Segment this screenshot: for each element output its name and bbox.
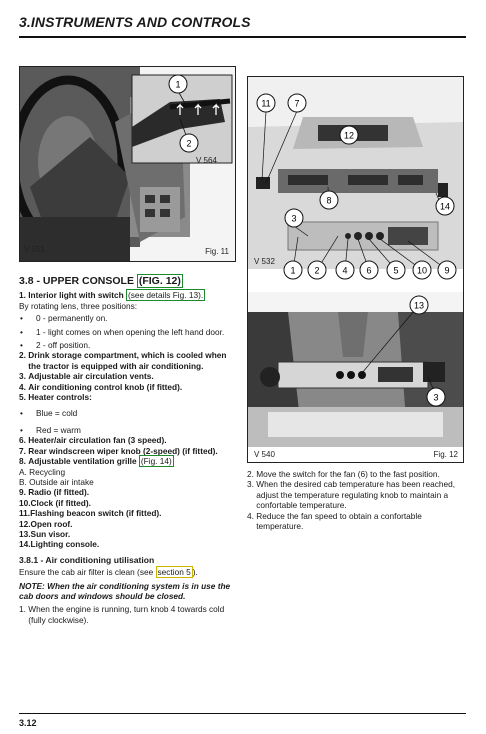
step-1: 1. When the engine is running, turn knob 4 towards cold (fully clockwise).: [19, 604, 225, 625]
figure-12-photo: [248, 77, 463, 462]
fig13-reference-link[interactable]: (see details Fig. 13).: [127, 290, 204, 301]
list-item-4: 4. Air conditioning control knob (if fitted).: [19, 381, 183, 392]
fig12-callout-8: 8: [326, 195, 332, 206]
list-item-8: 8. Adjustable ventilation grille (Fig. 14): [19, 456, 172, 467]
list-item-9: 9. Radio (if fitted).: [19, 487, 90, 498]
fig12-photo-label-b: V 540: [254, 450, 275, 459]
fig12-reference-link[interactable]: (FIG. 12): [138, 275, 181, 287]
list-item-10: 10. Clock (if fitted).: [19, 497, 91, 508]
fig12-callout-7: 7: [294, 98, 300, 109]
letter-item-a: A. Recycling: [19, 466, 66, 477]
chapter-header: 3.INSTRUMENTS AND CONTROLS: [19, 14, 251, 30]
rotate-text: By rotating lens, three positions:: [19, 300, 138, 311]
list-item-12: 12. Open roof.: [19, 518, 73, 529]
list-item-14: 14. Lighting console.: [19, 539, 100, 550]
fig12-callout-10: 10: [416, 265, 428, 276]
ensure-text: Ensure the cab air filter is clean (see section 5 ).: [19, 567, 198, 578]
position-0: • 0 - permanently on.: [20, 313, 108, 324]
step-2: 2. Move the switch for the fan (6) to the fast position.: [247, 469, 440, 479]
heater-blue: • Blue = cold: [20, 408, 78, 419]
header-rule: [19, 36, 466, 38]
list-items-6-8: [19, 435, 237, 466]
fig12-callout-12: 12: [343, 130, 355, 141]
subsection-title: 3.8.1 - Air conditioning utilisation: [19, 554, 155, 565]
letter-item-b: B. Outside air intake: [19, 476, 94, 487]
left-column: [19, 276, 237, 625]
note-text: NOTE: When the air conditioning system is in use the cab doors and windows should be closed.: [19, 580, 231, 601]
fig12-callout-3: 3: [291, 213, 297, 224]
fig12-callout-2: 2: [314, 265, 320, 276]
list-item-2: 2. Drink storage compartment, which is cooled when the tractor is equipped with air conditioning.: [19, 350, 227, 371]
footer-rule: [19, 713, 466, 714]
fig11-callout-2: 2: [186, 138, 192, 149]
figure-12: [247, 76, 464, 463]
list-item-5: 5. Heater controls:: [19, 392, 92, 403]
step-4: 4. Reduce the fan speed to obtain a confortable temperature.: [247, 510, 422, 532]
list-items-2-5: [19, 350, 237, 402]
fig12-callout-3b: 3: [433, 392, 439, 403]
fig12-callout-14: 14: [439, 201, 451, 212]
heater-red: • Red = warm: [20, 424, 81, 435]
fig11-photo-label-b: V 564: [196, 156, 217, 165]
fig14-reference-link[interactable]: (Fig. 14): [140, 456, 172, 467]
position-2: • 2 - off position.: [20, 340, 91, 351]
fig12-callout-4: 4: [342, 265, 348, 276]
fig12-callout-6: 6: [366, 265, 372, 276]
position-1: • 1 - light comes on when opening the left hand door.: [20, 326, 225, 337]
section-5-reference-link[interactable]: section 5: [157, 567, 191, 578]
figure-12-caption: Fig. 12: [433, 450, 458, 459]
fig12-callout-13: 13: [413, 300, 425, 311]
fig12-callout-9: 9: [444, 265, 450, 276]
list-items-9-14: [19, 487, 237, 549]
figure-11: [19, 66, 236, 262]
list-item-1: 1. Interior light with switch (see details Fig. 13).: [19, 290, 204, 301]
list-item-6: 6. Heater/air circulation fan (3 speed).: [19, 435, 167, 446]
list-item-7: 7. Rear windscreen wiper knob (2-speed) (if fitted).: [19, 445, 218, 456]
fig11-photo-label-a: V 551: [24, 245, 45, 254]
list-item-3: 3. Adjustable air circulation vents.: [19, 371, 154, 382]
fig12-callout-1: 1: [290, 265, 296, 276]
fig12-callout-11: 11: [261, 98, 271, 109]
list-item-13: 13. Sun visor.: [19, 528, 71, 539]
fig11-callout-1: 1: [175, 79, 181, 90]
step-3: 3. When the desired cab temperature has been reached, adjust the temperature regulating knob to maintain a confortable temperature.: [247, 479, 456, 511]
section-title: 3.8 - UPPER CONSOLE (FIG. 12): [19, 275, 181, 287]
right-column: [247, 469, 462, 531]
page-number: 3.12: [19, 718, 37, 728]
list-item-11: 11. Flashing beacon switch (if fitted).: [19, 508, 162, 519]
fig12-callout-5: 5: [393, 265, 399, 276]
figure-11-caption: Fig. 11: [205, 247, 229, 256]
fig12-photo-label-a: V 532: [254, 257, 275, 266]
